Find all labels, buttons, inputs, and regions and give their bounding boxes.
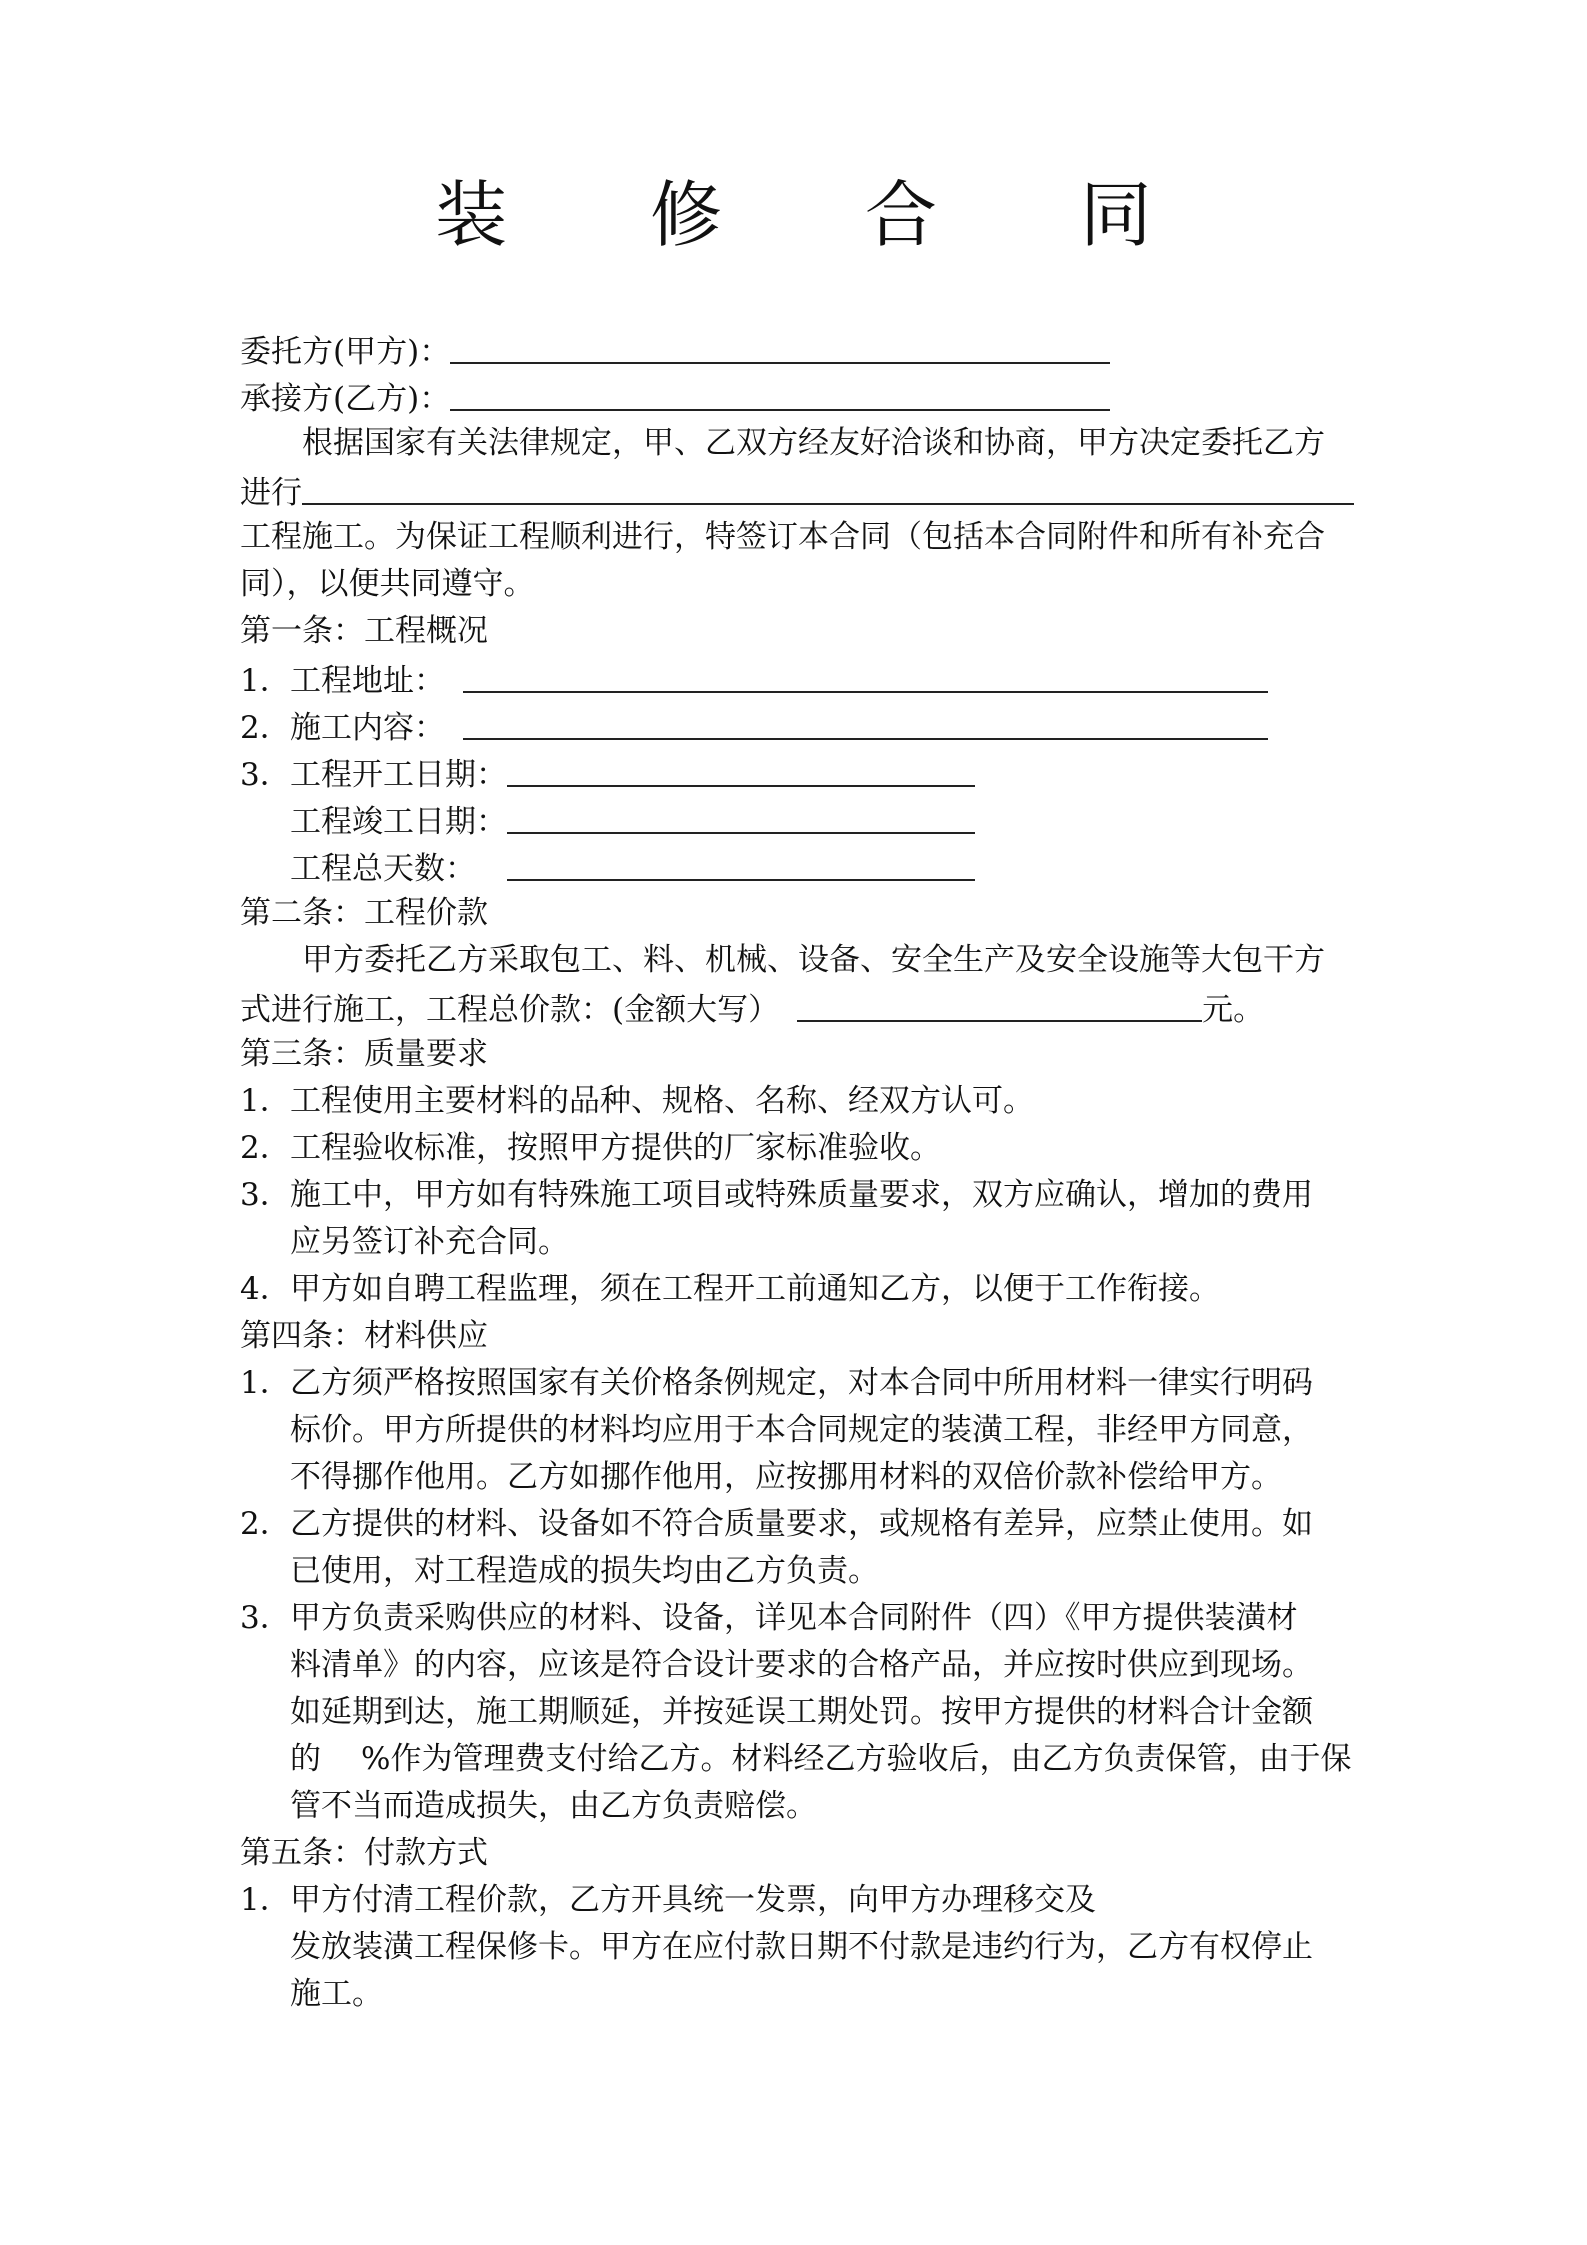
party-b-label: 承接方(乙方)： xyxy=(240,381,451,417)
s1-item-1 xyxy=(240,655,1355,702)
s3-item-2 xyxy=(240,1125,1355,1172)
s4-item-3-text: 甲方负责采购供应的材料、设备，详见本合同附件（四）《甲方提供装潢材 xyxy=(290,1600,1298,1636)
contract-body xyxy=(240,326,1355,2018)
party-a-label: 委托方(甲方)： xyxy=(240,334,451,370)
party-a-line xyxy=(240,326,1355,373)
s4-item-1-cont-1: 标价。甲方所提供的材料均应用于本合同规定的装潢工程，非经甲方同意， xyxy=(290,1412,1313,1448)
s1-item-3c xyxy=(240,843,1355,890)
s3-item-3-number: 3． xyxy=(240,1177,291,1213)
s3-item-3 xyxy=(240,1172,1355,1219)
s4-item-3-cont-4: 管不当而造成损失，由乙方负责赔偿。 xyxy=(290,1788,817,1824)
s2-line-2 xyxy=(240,984,1355,1031)
intro-line-3: 工程施工。为保证工程顺利进行，特签订本合同（包括本合同附件和所有补充合 xyxy=(240,519,1325,555)
party-b-blank[interactable] xyxy=(450,375,1110,411)
project-address-blank[interactable] xyxy=(463,657,1268,693)
section-4-heading: 第四条：材料供应 xyxy=(240,1318,488,1354)
s3-item-2-number: 2． xyxy=(240,1130,291,1166)
management-fee-prefix: 的 xyxy=(290,1741,321,1777)
section-5-heading: 第五条：付款方式 xyxy=(240,1835,488,1871)
section-2-heading: 第二条：工程价款 xyxy=(240,895,488,931)
s5-item-1-cont-2: 施工。 xyxy=(290,1976,383,2012)
s1-item-1-number: 1． xyxy=(240,663,291,699)
start-date-blank[interactable] xyxy=(507,751,975,787)
yuan-label: 元。 xyxy=(1202,992,1265,1028)
s1-item-2-label: 施工内容： xyxy=(290,710,445,746)
s4-item-1-cont-2: 不得挪作他用。乙方如挪作他用，应按挪用材料的双倍价款补偿给甲方。 xyxy=(290,1459,1282,1495)
s4-item-2-text: 乙方提供的材料、设备如不符合质量要求，或规格有差异，应禁止使用。如 xyxy=(290,1506,1313,1542)
s4-item-3 xyxy=(240,1595,1355,1642)
s3-item-1 xyxy=(240,1078,1355,1125)
s5-item-1-text: 甲方付清工程价款，乙方开具统一发票，向甲方办理移交及 xyxy=(290,1882,1096,1918)
total-price-label: 式进行施工，工程总价款：(金额大写） xyxy=(240,992,780,1028)
end-date-blank[interactable] xyxy=(507,798,975,834)
s4-item-1 xyxy=(240,1360,1355,1407)
s3-item-2-text: 工程验收标准，按照甲方提供的厂家标准验收。 xyxy=(290,1130,941,1166)
s1-item-3 xyxy=(240,749,1355,796)
s1-item-3-number: 3． xyxy=(240,757,291,793)
s4-item-3-number: 3． xyxy=(240,1600,291,1636)
party-b-line xyxy=(240,373,1355,420)
intro-prefix: 进行 xyxy=(240,475,302,511)
s3-item-1-text: 工程使用主要材料的品种、规格、名称、经双方认可。 xyxy=(290,1083,1034,1119)
s4-item-3-cont-3 xyxy=(240,1736,1355,1783)
s5-item-1 xyxy=(240,1877,1355,1924)
intro-line-1: 根据国家有关法律规定，甲、乙双方经友好洽谈和协商，甲方决定委托乙方 xyxy=(302,425,1325,461)
start-date-label: 工程开工日期： xyxy=(290,757,507,793)
total-days-label: 工程总天数： xyxy=(290,851,476,887)
total-days-blank[interactable] xyxy=(507,845,975,881)
s3-item-3-text: 施工中，甲方如有特殊施工项目或特殊质量要求，双方应确认，增加的费用 xyxy=(290,1177,1313,1213)
end-date-label: 工程竣工日期： xyxy=(290,804,507,840)
s4-item-2-cont: 已使用，对工程造成的损失均由乙方负责。 xyxy=(290,1553,879,1589)
s3-item-4-text: 甲方如自聘工程监理，须在工程开工前通知乙方，以便于工作衔接。 xyxy=(290,1271,1220,1307)
s3-item-4 xyxy=(240,1266,1355,1313)
intro-line-2 xyxy=(240,467,1355,514)
s4-item-3-cont-1: 料清单》的内容，应该是符合设计要求的合格产品，并应按时供应到现场。 xyxy=(290,1647,1313,1683)
s4-item-1-text: 乙方须严格按照国家有关价格条例规定，对本合同中所用材料一律实行明码 xyxy=(290,1365,1313,1401)
party-a-blank[interactable] xyxy=(450,328,1110,364)
s4-item-1-number: 1． xyxy=(240,1365,291,1401)
s4-item-2 xyxy=(240,1501,1355,1548)
s1-item-3b xyxy=(240,796,1355,843)
s4-item-2-number: 2． xyxy=(240,1506,291,1542)
s1-item-1-label: 工程地址： xyxy=(290,663,445,699)
work-content-blank[interactable] xyxy=(463,704,1268,740)
section-3-heading: 第三条：质量要求 xyxy=(240,1036,488,1072)
intro-line-4: 同），以便共同遵守。 xyxy=(240,566,535,602)
management-fee-text: %作为管理费支付给乙方。材料经乙方验收后，由乙方负责保管，由于保 xyxy=(361,1741,1352,1777)
s1-item-2 xyxy=(240,702,1355,749)
s2-line-1: 甲方委托乙方采取包工、料、机械、设备、安全生产及安全设施等大包干方 xyxy=(302,942,1325,978)
project-name-blank[interactable] xyxy=(302,469,1354,505)
s5-item-1-number: 1． xyxy=(240,1882,291,1918)
section-1-heading: 第一条：工程概况 xyxy=(240,613,488,649)
s3-item-1-number: 1． xyxy=(240,1083,291,1119)
s5-item-1-cont-1: 发放装潢工程保修卡。甲方在应付款日期不付款是违约行为，乙方有权停止 xyxy=(290,1929,1313,1965)
total-price-blank[interactable] xyxy=(797,986,1202,1022)
page-title: 装 修 合 同 xyxy=(435,173,1212,257)
s3-item-3-cont: 应另签订补充合同。 xyxy=(290,1224,569,1260)
s3-item-4-number: 4． xyxy=(240,1271,291,1307)
s1-item-2-number: 2． xyxy=(240,710,291,746)
s4-item-3-cont-2: 如延期到达，施工期顺延，并按延误工期处罚。按甲方提供的材料合计金额 xyxy=(290,1694,1313,1730)
